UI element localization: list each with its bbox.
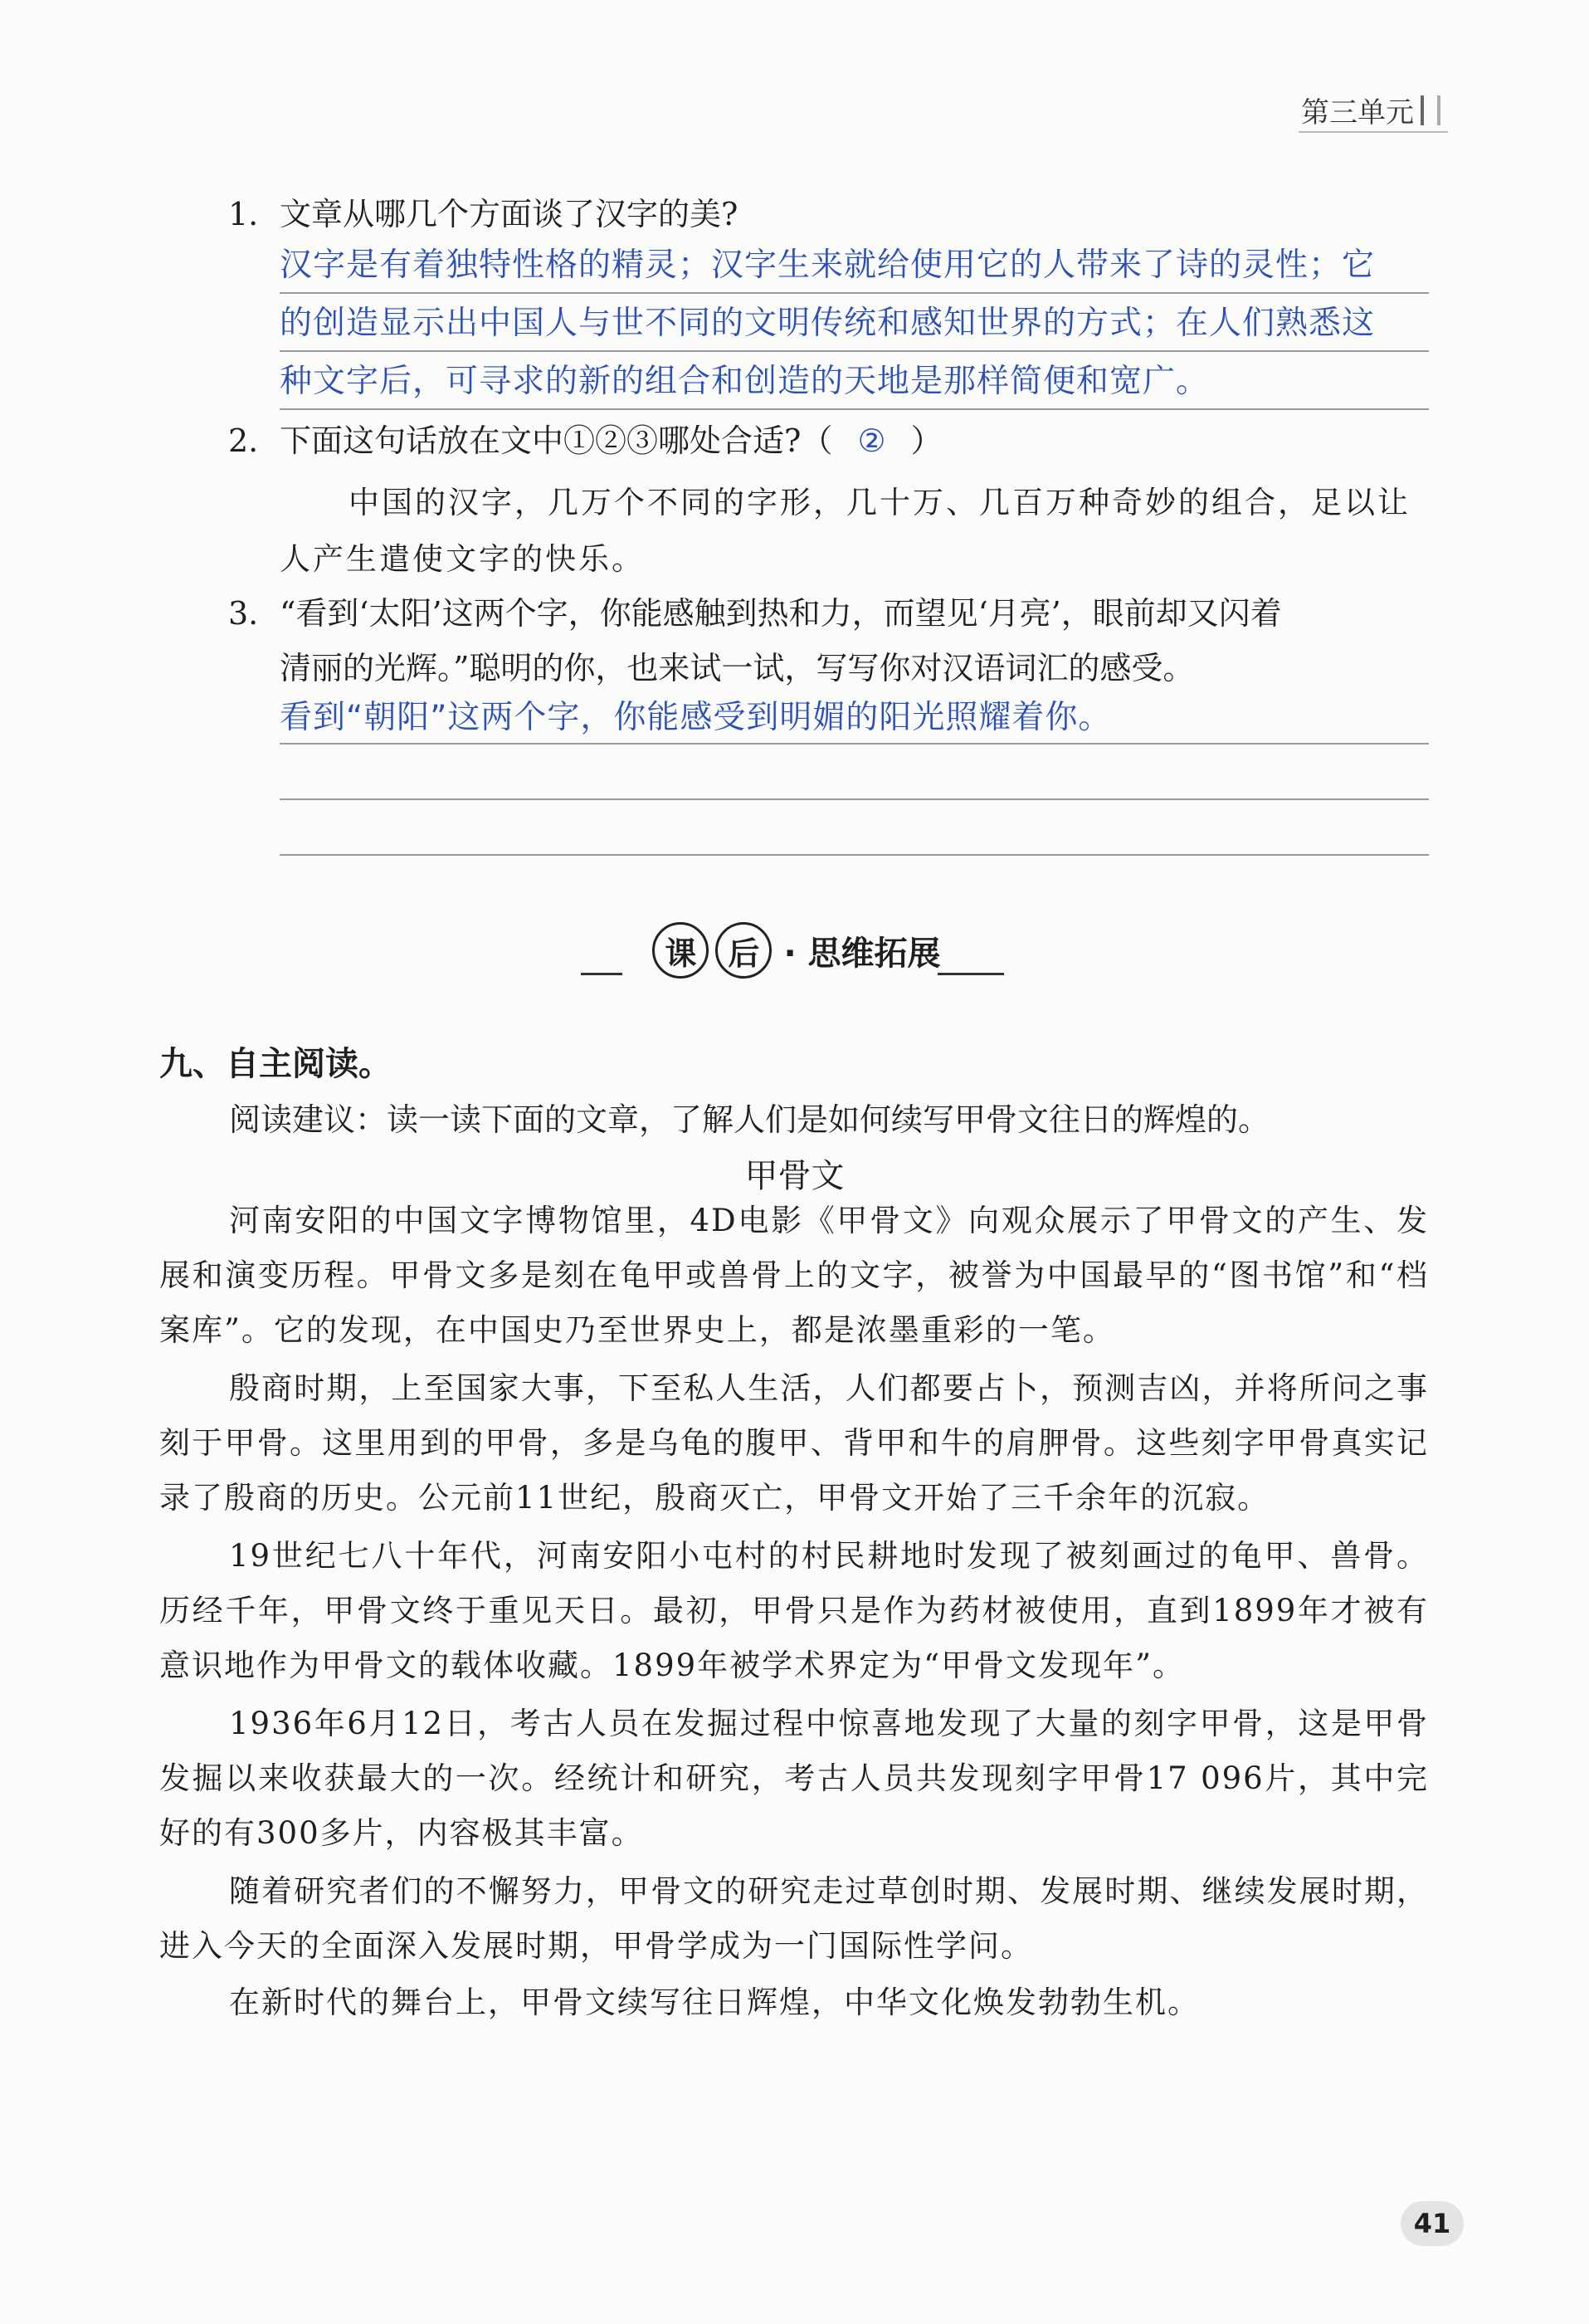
article-paragraph-1: 河南安阳的中国文字博物馆里，4D电影《甲骨文》向观众展示了甲骨文的产生、发展和演变历程。甲骨文多是刻在龟甲或兽骨上的文字，被誉为中国最早的“图书馆”和“档案库”。它的发现，在中国史乃至世界史上，都是浓墨重彩的一笔。 [159, 1203, 1429, 1348]
q1-answer-line-3: 种文字后，可寻求的新的组合和创造的天地是那样简便和宽广。 [280, 363, 1210, 400]
answer-rule [280, 408, 1429, 410]
q3-text-line-2: 清丽的光辉。”聪明的你，也来试一试，写写你对汉语词汇的感受。 [280, 650, 1195, 686]
reading-heading: 九、自主阅读。 [159, 1045, 392, 1083]
article-paragraph-5: 随着研究者们的不懈努力，甲骨文的研究走过草创时期、发展时期、继续发展时期，进入今天的全面深入发展时期，甲骨学成为一门国际性学问。 [159, 1873, 1429, 1964]
header-divider [1299, 131, 1448, 133]
q2-prompt: 下面这句话放在文中①②③哪处合适?（ [280, 422, 833, 459]
section-banner [581, 913, 1012, 988]
q2-number: 2. [228, 422, 259, 459]
article-paragraph-2: 殷商时期，上至国家大事，下至私人生活，人们都要占卜，预测吉凶，并将所问之事刻于甲骨。这里用到的甲骨，多是乌龟的腹甲、背甲和牛的肩胛骨。这些刻字甲骨真实记录了殷商的历史。公元前11世纪，殷商灭亡，甲骨文开始了三千余年的沉寂。 [159, 1370, 1429, 1516]
article-paragraph-4: 1936年6月12日，考古人员在发掘过程中惊喜地发现了大量的刻字甲骨，这是甲骨发掘以来收获最大的一次。经统计和研究，考古人员共发现刻字甲骨17 096片，其中完好的有300多片，内容极其丰富。 [159, 1706, 1429, 1851]
unit-header [1301, 90, 1440, 130]
q2-close-paren: ） [910, 422, 943, 459]
page-number: 41 [1401, 2201, 1464, 2246]
double-bar-icon [1421, 95, 1440, 125]
q2-text [280, 419, 943, 462]
q1-text: 文章从哪几个方面谈了汉字的美? [280, 196, 738, 232]
q2-quote-line-2: 人产生遣使文字的快乐。 [280, 541, 645, 577]
q2-quote-line-1: 中国的汉字，几万个不同的字形，几十万、几百万种奇妙的组合，足以让 [349, 485, 1411, 520]
article-paragraph-3: 19世纪七八十年代，河南安阳小屯村的村民耕地时发现了被刻画过的龟甲、兽骨。历经千年，甲骨文终于重见天日。最初，甲骨只是作为药材被使用，直到1899年才被有意识地作为甲骨文的载体收藏。1899年被学术界定为“甲骨文发现年”。 [159, 1538, 1429, 1683]
q1-number: 1. [228, 196, 259, 232]
banner-ring-1: 课 [652, 922, 709, 979]
q2-answer: ② [857, 422, 886, 459]
article-paragraph-6: 在新时代的舞台上，甲骨文续写往日辉煌，中华文化焕发勃勃生机。 [229, 1985, 1200, 2020]
answer-rule [280, 743, 1429, 745]
reading-advice: 阅读建议：读一读下面的文章，了解人们是如何续写甲骨文往日的辉煌的。 [229, 1101, 1270, 1138]
q3-number: 3. [228, 595, 259, 632]
q3-answer: 看到“朝阳”这两个字，你能感受到明媚的阳光照耀着你。 [280, 699, 1112, 736]
q3-text-line-1: “看到‘太阳’这两个字，你能感触到热和力，而望见‘月亮’，眼前却又闪着 [280, 595, 1282, 632]
unit-title: 第三单元 [1301, 96, 1414, 129]
banner-ring-2: 后 [715, 922, 772, 979]
banner-title: · 思维拓展 [783, 934, 941, 973]
answer-rule [280, 854, 1429, 856]
q1-answer-line-1: 汉字是有着独特性格的精灵；汉字生来就给使用它的人带来了诗的灵性；它 [280, 247, 1376, 284]
answer-rule [280, 292, 1429, 294]
q1-answer-line-2: 的创造显示出中国人与世不同的文明传统和感知世界的方式；在人们熟悉这 [280, 305, 1376, 342]
article-title: 甲骨文 [744, 1157, 845, 1195]
answer-rule [280, 350, 1429, 352]
answer-rule [280, 798, 1429, 800]
